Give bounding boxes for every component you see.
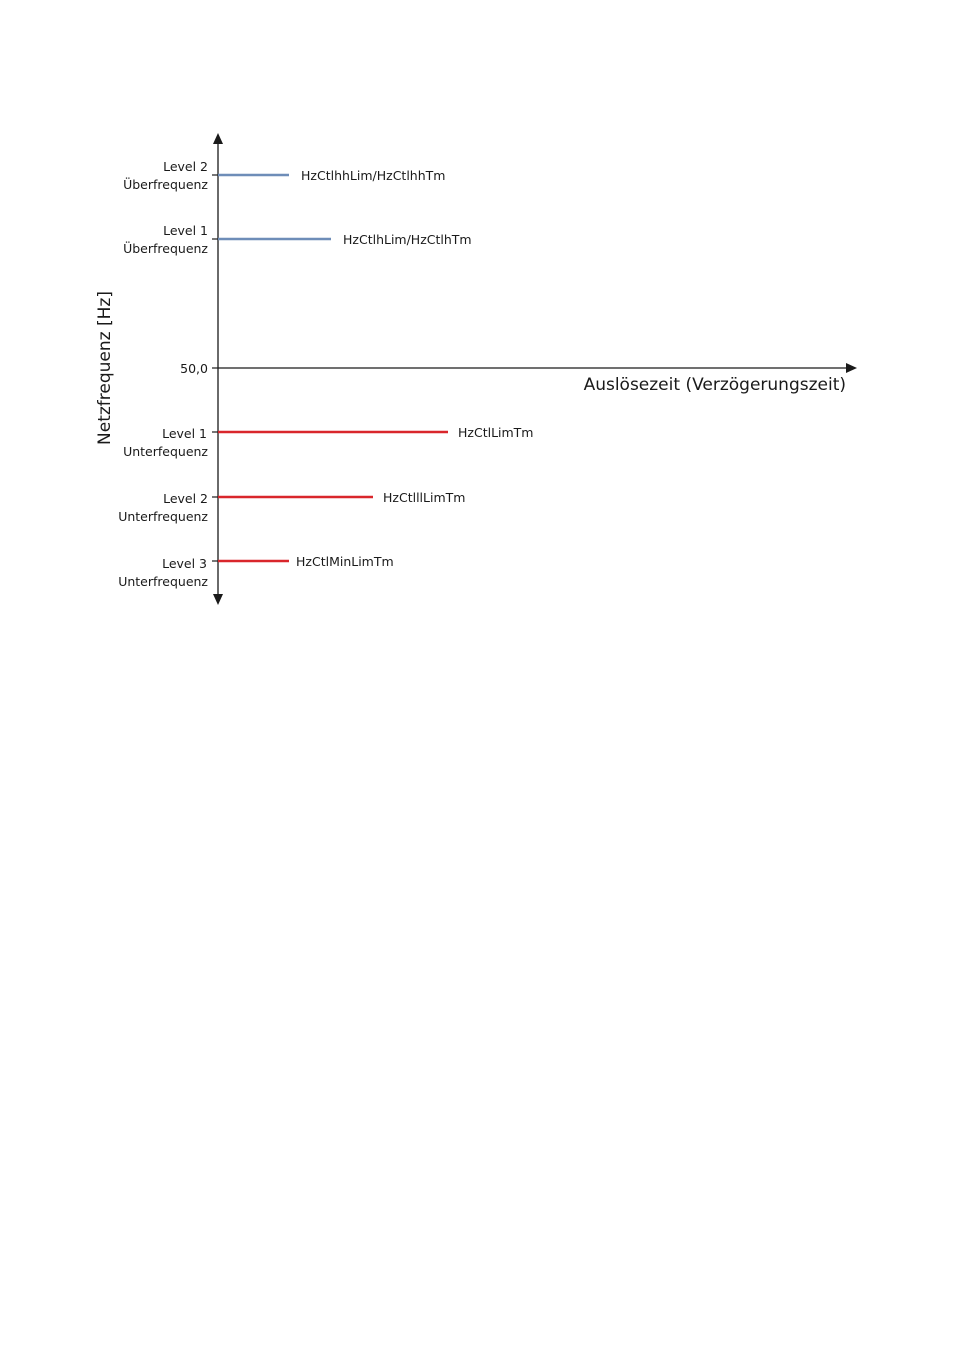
- parameter-label: HzCtlLimTm: [458, 425, 534, 440]
- level-kind-label: Unterfequenz: [123, 444, 208, 459]
- level-label: Level 2: [163, 159, 208, 174]
- level-kind-label: Überfrequenz: [123, 177, 208, 192]
- x-axis-title: Auslösezeit (Verzögerungszeit): [583, 375, 846, 395]
- level-row-under-2: [118, 490, 465, 524]
- level-kind-label: Unterfrequenz: [118, 509, 208, 524]
- parameter-label: HzCtlMinLimTm: [296, 554, 394, 569]
- center-tick-label: 50,0: [180, 361, 208, 376]
- level-label: Level 3: [162, 556, 207, 571]
- x-axis-arrow: [846, 363, 857, 373]
- level-kind-label: Unterfrequenz: [118, 574, 208, 589]
- level-label: Level 1: [162, 426, 207, 441]
- level-row-over-2: [123, 159, 445, 192]
- level-row-over-1: [123, 223, 472, 256]
- level-label: Level 1: [163, 223, 208, 238]
- level-row-under-1: [123, 425, 533, 459]
- y-axis-arrow-down: [213, 594, 223, 605]
- y-axis-title: Netzfrequenz [Hz]: [95, 291, 115, 445]
- level-row-under-3: [118, 554, 393, 589]
- level-kind-label: Überfrequenz: [123, 241, 208, 256]
- parameter-label: HzCtlllLimTm: [383, 490, 466, 505]
- y-axis-arrow-up: [213, 133, 223, 144]
- parameter-label: HzCtlhhLim/HzCtlhhTm: [301, 168, 446, 183]
- parameter-label: HzCtlhLim/HzCtlhTm: [343, 232, 472, 247]
- level-label: Level 2: [163, 491, 208, 506]
